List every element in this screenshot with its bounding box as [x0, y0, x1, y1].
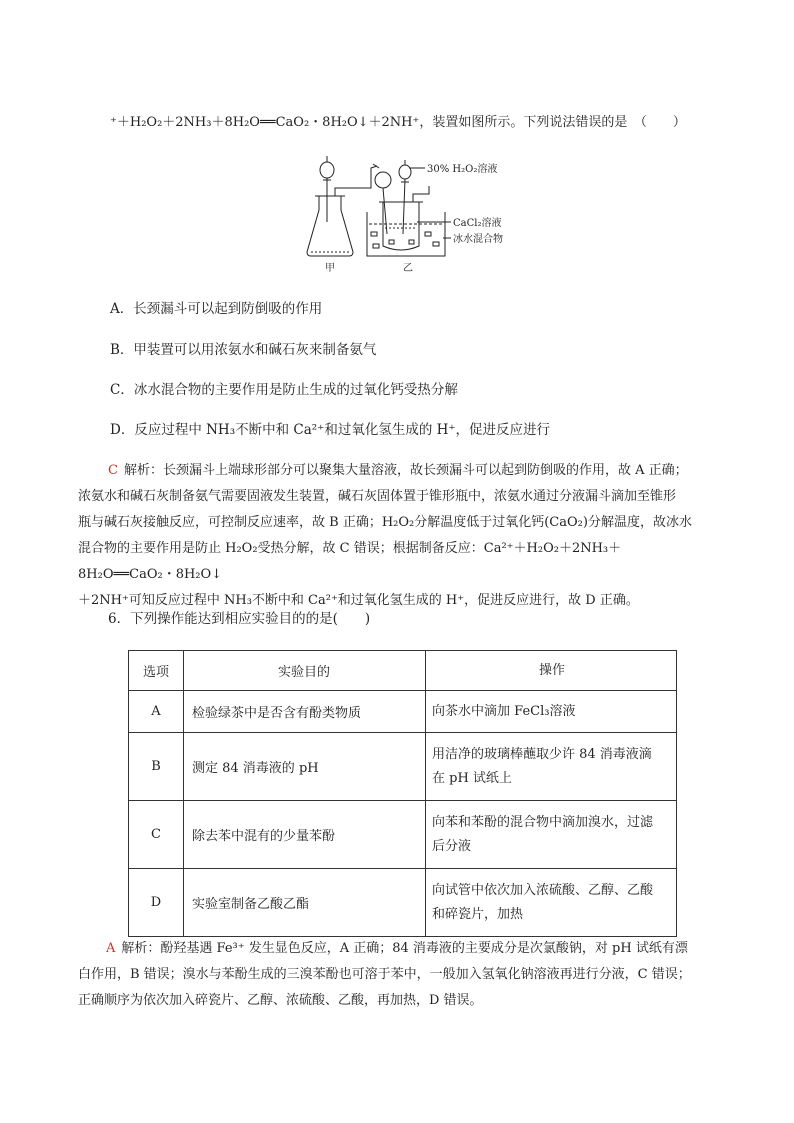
row-operation-line: 向苯和苯酚的混合物中滴加溴水，过滤 — [432, 814, 654, 830]
row-option: C — [129, 801, 184, 869]
solution-5-line4: 混合物的主要作用是防止 H₂O₂受热分解，故 C 错误；根据制备反应：Ca²⁺＋H₂O₂＋2NH₃＋8H₂O══CaO₂・8H₂O↓ — [78, 541, 622, 582]
label-jia: 甲 — [325, 263, 335, 274]
table-row — [129, 801, 677, 869]
table-header-row — [129, 651, 677, 691]
table-row — [129, 691, 677, 733]
row-operation-line: 在 pH 试纸上 — [432, 770, 512, 786]
question5-stem: ⁺＋H₂O₂＋2NH₃＋8H₂O══CaO₂・8H₂O↓＋2NH⁺，装置如图所示。下列说法错误的是 （ ） — [110, 115, 686, 130]
solution-5-line2: 浓氨水和碱石灰制备氨气需要固液发生装置，碱石灰固体置于锥形瓶中，浓氨水通过分液漏斗滴加至锥形 — [78, 489, 677, 504]
answer-6: A — [106, 941, 116, 956]
solution-6 — [78, 936, 718, 1014]
option-d: D．反应过程中 NH₃不断中和 Ca²⁺和过氧化氢生成的 H⁺，促进反应进行 — [110, 422, 551, 438]
option-a: A．长颈漏斗可以起到防倒吸的作用 — [110, 301, 323, 317]
label-yi: 乙 — [403, 263, 413, 274]
row-purpose: 实验室制备乙酸乙酯 — [184, 869, 426, 937]
label-h2o2: 30% H₂O₂溶液 — [427, 164, 498, 175]
solution-6-line3: 正确顺序为依次加入碎瓷片、乙醇、浓硫酸、乙酸，再加热，D 错误。 — [78, 993, 483, 1008]
row-operation-line: 后分液 — [432, 838, 472, 854]
separatory-funnel — [320, 162, 334, 178]
row-option: A — [129, 691, 184, 733]
solution-5-line1: 解析：长颈漏斗上端球形部分可以聚集大量溶液，故长颈漏斗可以起到防倒吸的作用，故 A 正确； — [123, 463, 688, 478]
row-operation-line: 向试管中依次加入浓硫酸、乙醇、乙酸 — [432, 882, 654, 898]
answer-5: C — [108, 463, 118, 478]
row-purpose: 检验绿茶中是否含有酚类物质 — [184, 691, 426, 733]
dropping-funnel — [399, 165, 411, 179]
experiment-table — [128, 650, 677, 937]
label-ice-water: 冰水混合物 — [453, 234, 503, 245]
table-header-operation: 操作 — [426, 651, 677, 691]
table-row — [129, 869, 677, 937]
row-purpose: 除去苯中混有的少量苯酚 — [184, 801, 426, 869]
solution-5 — [78, 458, 718, 614]
question6-stem: 6．下列操作能达到相应实验目的的是( ) — [108, 611, 371, 627]
row-operation — [426, 869, 677, 937]
row-operation-line: 和碎瓷片，加热 — [432, 906, 524, 922]
label-cacl2: CaCl₂溶液 — [453, 218, 502, 229]
row-operation-line: 用洁净的玻璃棒蘸取少许 84 消毒液滴 — [432, 746, 652, 762]
row-purpose: 测定 84 消毒液的 pH — [184, 733, 426, 801]
row-operation — [426, 801, 677, 869]
solution-6-line2: 白作用，B 错误；溴水与苯酚生成的三溴苯酚也可溶于苯中，一般加入氢氧化钠溶液再进行分液，C 错误； — [78, 967, 691, 982]
solution-6-line1: 解析：酚羟基遇 Fe³⁺ 发生显色反应，A 正确；84 消毒液的主要成分是次氯酸钠，对 pH 试纸有漂 — [121, 941, 688, 956]
table-header-purpose: 实验目的 — [184, 651, 426, 691]
solution-5-line3: 瓶与碱石灰接触反应，可控制反应速率，故 B 正确；H₂O₂分解温度低于过氧化钙(CaO₂)分解温度，故冰水 — [78, 515, 692, 530]
option-b: B．甲装置可以用浓氨水和碱石灰来制备氨气 — [110, 342, 377, 358]
option-c: C．冰水混合物的主要作用是防止生成的过氧化钙受热分解 — [110, 382, 458, 398]
flask-jia — [307, 196, 353, 256]
table-row — [129, 733, 677, 801]
row-option: B — [129, 733, 184, 801]
solution-5-line5: ＋2NH⁺可知反应过程中 NH₃不断中和 Ca²⁺和过氧化氢生成的 H⁺，促进反应进行，故 D 正确。 — [78, 593, 639, 608]
row-operation-line: 向茶水中滴加 FeCl₃溶液 — [432, 703, 576, 719]
row-operation — [426, 691, 677, 733]
apparatus-diagram — [305, 156, 535, 276]
table-header-option: 选项 — [129, 651, 184, 691]
long-neck-funnel-bulb — [375, 172, 391, 188]
delivery-tube — [335, 166, 377, 196]
row-option: D — [129, 869, 184, 937]
row-operation — [426, 733, 677, 801]
